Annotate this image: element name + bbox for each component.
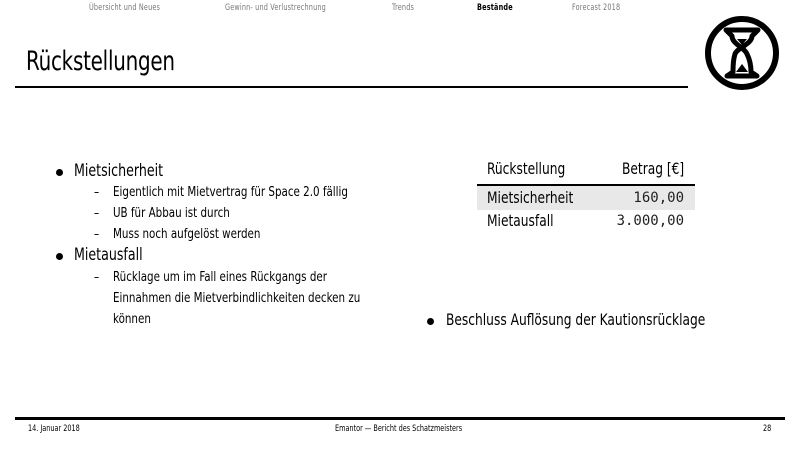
dash-icon: – bbox=[94, 269, 100, 285]
bullet-icon bbox=[56, 253, 63, 260]
nav-item-forecast[interactable]: Forecast 2018 bbox=[572, 3, 621, 13]
slide-title: Rückstellungen bbox=[26, 46, 175, 77]
sub-item-continued: Einnahmen die Mietverbindlichkeiten decken zu bbox=[113, 290, 361, 306]
list-item-mietausfall: Mietausfall bbox=[74, 245, 143, 264]
sub-item-continued: können bbox=[113, 311, 151, 327]
table-header-betrag: Betrag [€] bbox=[621, 159, 684, 178]
list-item-mietsicherheit: Mietsicherheit bbox=[74, 161, 164, 180]
footer-divider bbox=[15, 417, 785, 420]
table-header-rueckstellung: Rückstellung bbox=[487, 159, 566, 178]
footer-title: Emantor — Bericht des Schatzmeisters bbox=[335, 424, 463, 434]
decision-bullet-item: Beschluss Auflösung der Kautionsrücklage bbox=[446, 310, 706, 329]
dash-icon: – bbox=[94, 205, 100, 221]
dash-icon: – bbox=[94, 184, 100, 200]
nav-item-trends[interactable]: Trends bbox=[392, 3, 415, 13]
section-navigation bbox=[0, 3, 800, 17]
table-cell-name: Mietsicherheit bbox=[487, 188, 574, 207]
dash-icon: – bbox=[94, 226, 100, 242]
title-divider bbox=[15, 86, 688, 88]
nav-item-gewinn-verlust[interactable]: Gewinn- und Verlustrechnung bbox=[225, 3, 326, 13]
sub-item: Eigentlich mit Mietvertrag für Space 2.0 fällig bbox=[113, 184, 348, 200]
nav-item-bestaende[interactable]: Bestände bbox=[477, 3, 513, 13]
sub-item: UB für Abbau ist durch bbox=[113, 205, 230, 221]
sub-item: Rücklage um im Fall eines Rückgangs der bbox=[113, 269, 327, 285]
page-number: 28 bbox=[763, 424, 772, 434]
bullet-icon bbox=[427, 318, 434, 325]
sub-item: Muss noch aufgelöst werden bbox=[113, 226, 261, 242]
nav-item-uebersicht[interactable]: Übersicht und Neues bbox=[89, 3, 161, 13]
table-cell-amount: 3.000,00 bbox=[616, 213, 684, 229]
hourglass-circle-icon bbox=[703, 14, 781, 92]
bullet-icon bbox=[56, 169, 63, 176]
table-cell-amount: 160,00 bbox=[633, 190, 684, 206]
footer-date: 14. Januar 2018 bbox=[28, 424, 80, 434]
table-cell-name: Mietausfall bbox=[487, 211, 554, 230]
